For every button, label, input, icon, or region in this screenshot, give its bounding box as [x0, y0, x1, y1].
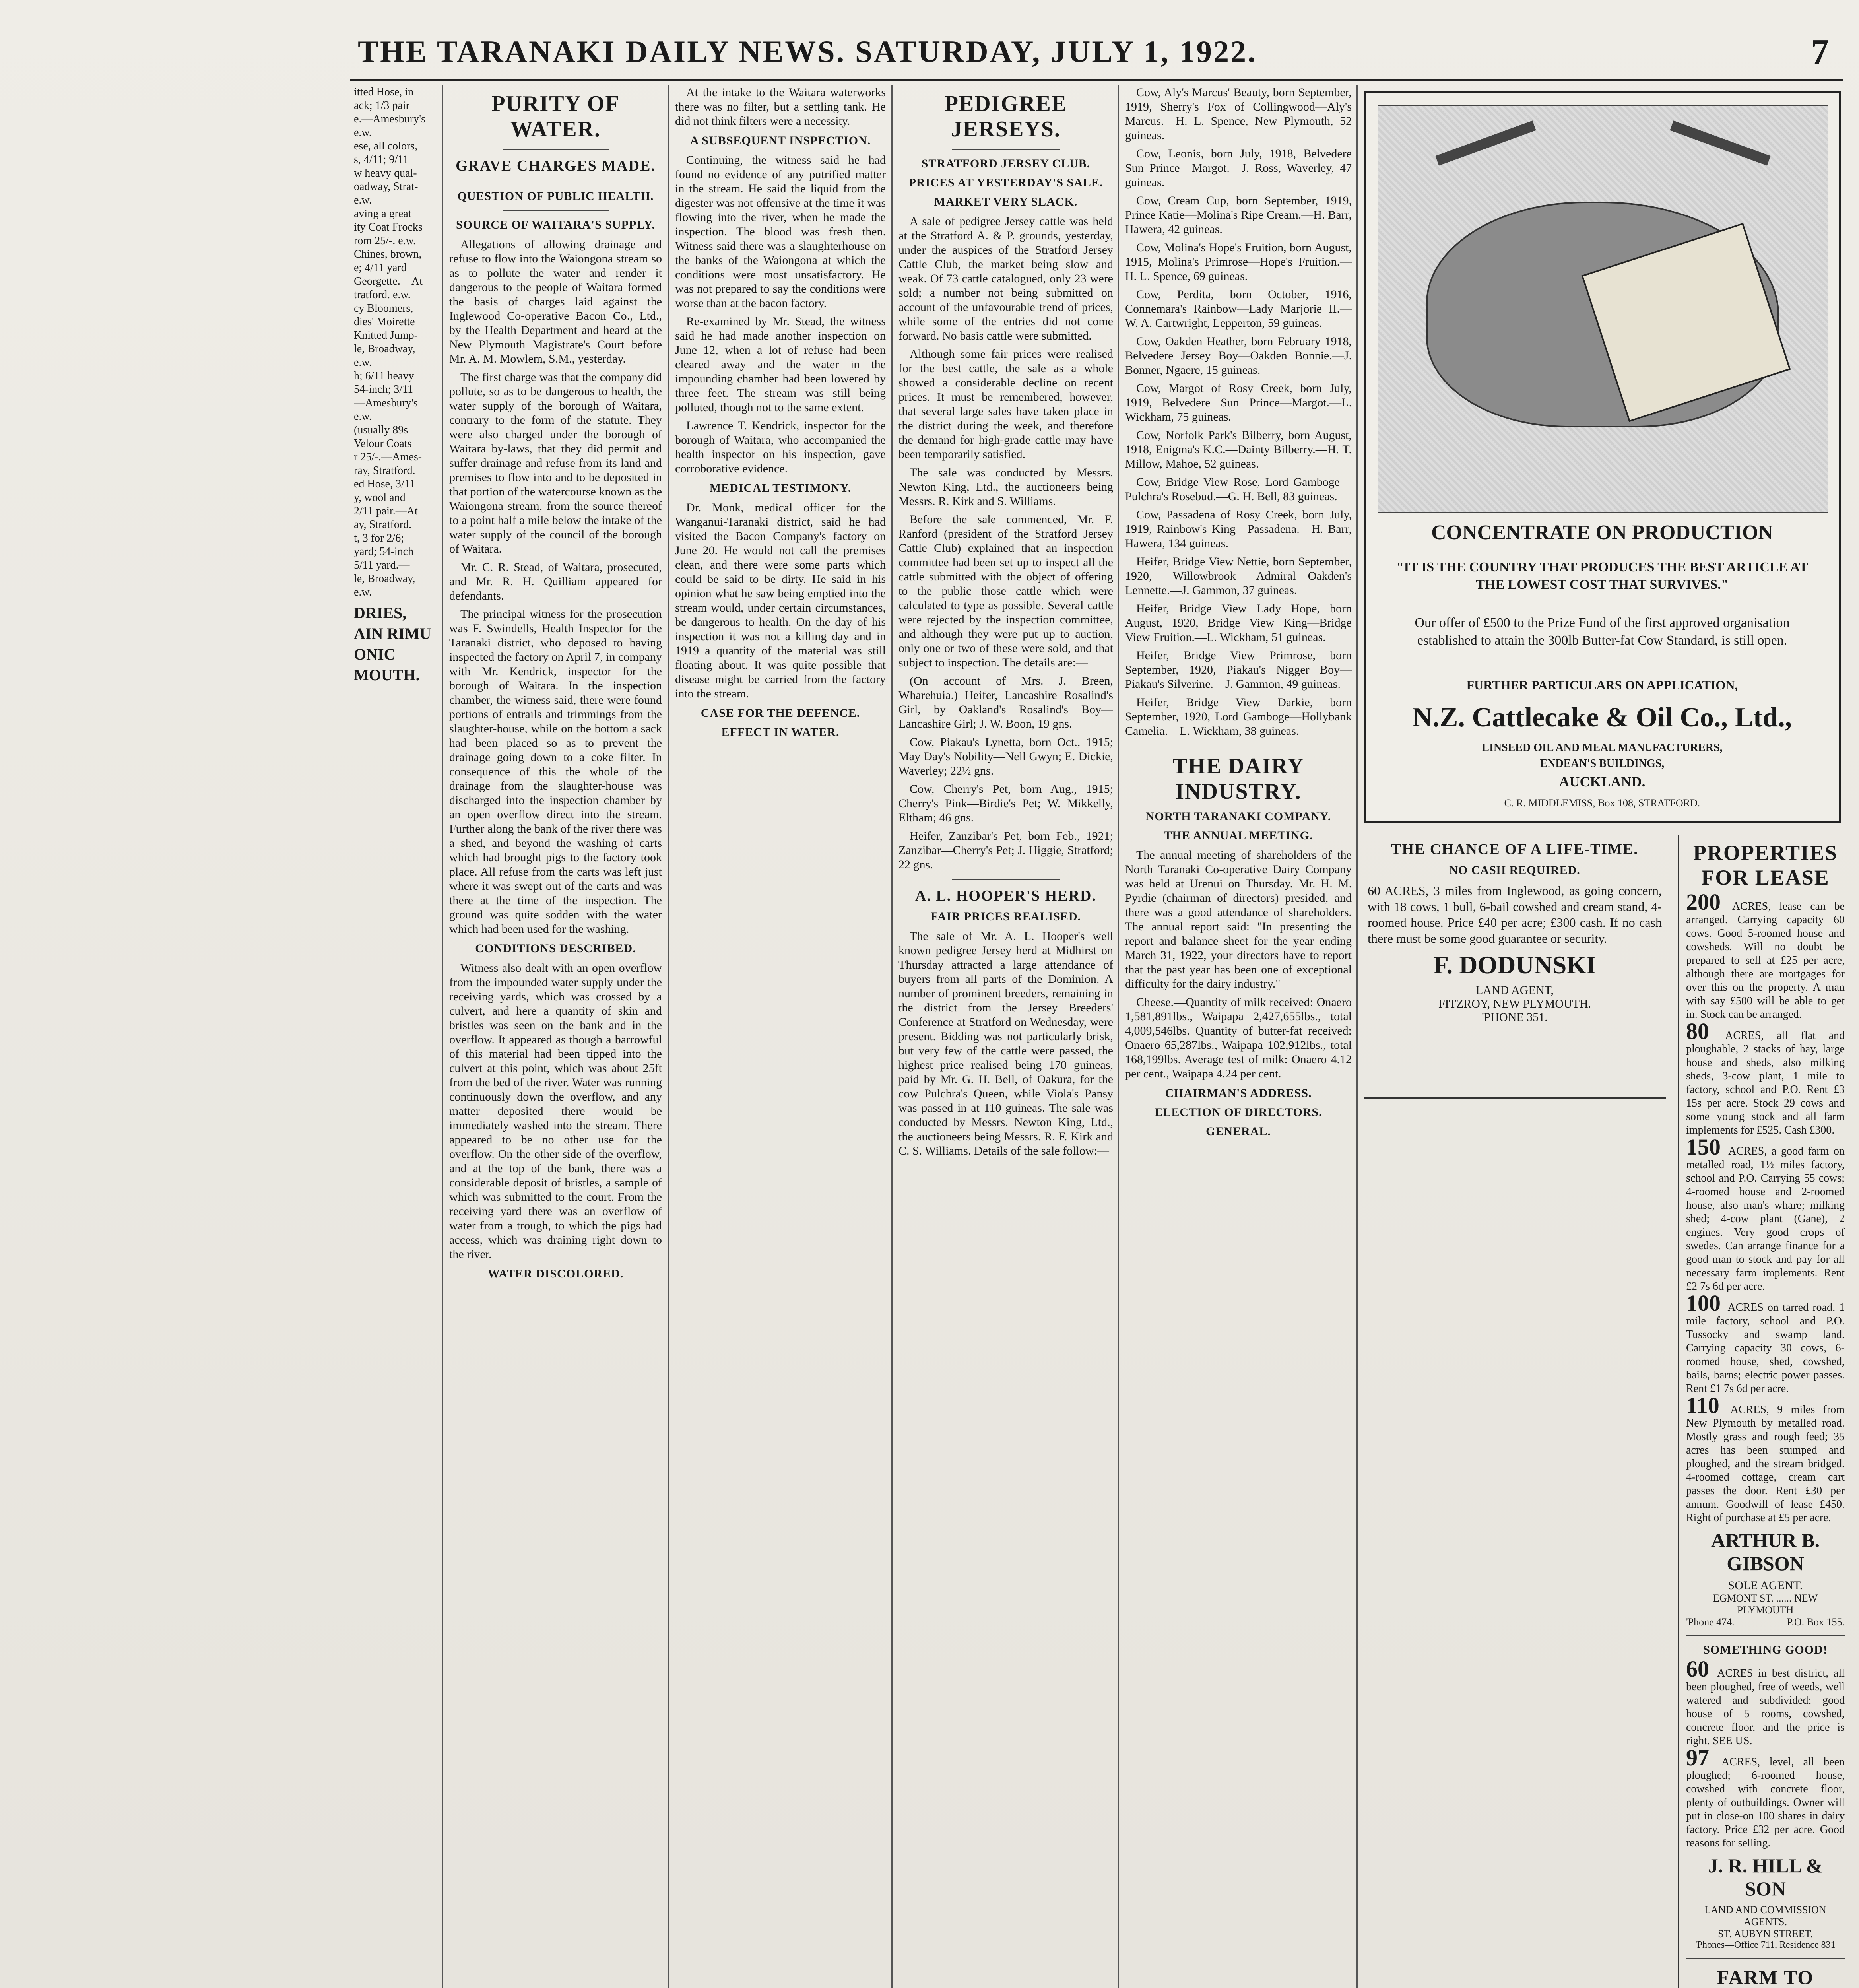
fragment-line: y, wool and [354, 491, 406, 504]
article-paragraph: Heifer, Bridge View Primrose, born September, 1920, Piakau's Nigger Boy—Piakau's Silverine.—J. Gammon, 49 guineas. [1125, 649, 1352, 691]
cow-illustration [1378, 105, 1828, 513]
advert-quote: "IT IS THE COUNTRY THAT PRODUCES THE BEST ARTICLE AT THE LOWEST COST THAT SURVIVES." [1396, 560, 1808, 592]
acre-number: 150 [1686, 1134, 1729, 1160]
column-inspection [675, 85, 886, 1988]
article-subhead: CONDITIONS DESCRIBED. [475, 942, 636, 955]
article-paragraph: Heifer, Bridge View Nettie, born September, 1920, Willowbrook Admiral—Oakden's Lennette.—J. Gammon, 37 guineas. [1125, 555, 1352, 597]
acre-number: 100 [1686, 1290, 1728, 1316]
article-subhead: GENERAL. [1206, 1125, 1271, 1138]
fragment-line: 5/11 yard.— [354, 559, 410, 571]
property-text: ACRES, lease can be arranged. Carrying capacity 60 cows. Good 5-roomed house and cowsheds. Will no doubt be prepared to sell at £25 per acre, although there are mortgages for over this on the property. A man with say £500 will be able to get in. Stock can be arranged. [1686, 900, 1845, 1021]
property-item [1686, 1745, 1845, 1850]
advert-desc: LINSEED OIL AND MEAL MANUFACTURERS, [1482, 742, 1723, 754]
advert-agent-desc: LAND AND COMMISSION AGENTS. [1704, 1904, 1826, 1928]
fragment-line: 2/11 pair.—At [354, 505, 418, 517]
article-paragraph: Dr. Monk, medical officer for the Wanganui-Taranaki district, said he had visited the Bacon Company's factory on June 20. He would not call the premises clean, and there were some parts which could be said to be dirty. He said in his opinion what he saw being emptied into the stream would, under certain circumstances, be dangerous to health. On the day of his inspection it was not a killing day and in 1919 a quantity of the material was still floating about. It was quite possible that disease might be carried from the factory into the stream. [675, 501, 886, 700]
separator [503, 210, 609, 211]
acre-number: 200 [1686, 889, 1732, 915]
article-subhead: MARKET VERY SLACK. [934, 195, 1078, 208]
property-text: ACRES on tarred road, 1 mile factory, school and P.O. Tussocky and swamp land. Carrying capacity 30 cows, 6-roomed house, shed, cowshed, bails, barns; electric power passes. Rent £1 7s 6d per acre. [1686, 1301, 1845, 1395]
article-paragraph: The principal witness for the prosecution was F. Swindells, Health Inspector for the Taranaki district, who deposed to having inspected the factory on April 7, in company with Mr. Kendrick, inspector for the borough of Waitara. In the inspection chamber, the witness said, there were found portions of entrails and trimmings from the slaughter-house, while on the bottom a sack had been placed so as to prevent the drainage going down to a coke filter. In consequence of this the whole of the drainage from the slaughter-house was discharged into the inspection chamber by an open overflow direct into the stream. Further along the bank of the river there was a shed, and beyond the washing of carts which had brought pigs to the factory took place. All refuse from the carts was left just where it was swept out of the carts and was there at the time of the inspection. The ground was quite sodden with the water which had been used for the washing. [449, 608, 662, 936]
fragment-line: 54-inch; 3/11 [354, 383, 413, 396]
article-paragraph: Continuing, the witness said he had found no evidence of any putrified matter in the stream. He said the liquid from the digester was not offensive at the time it was flowing into the river, when he made the inspection. The blood was fresh then. Witness said there was a slaughterhouse on the banks of the Waiongona at which the conditions were most unsatisfactory. He was not prepared to say the conditions were worse than at the bacon factory. [675, 153, 886, 310]
article-paragraph: Cow, Cream Cup, born September, 1919, Prince Katie—Molina's Ripe Cream.—H. Barr, Hawera, 42 guineas. [1125, 194, 1352, 236]
article-paragraph: A sale of pedigree Jersey cattle was held at the Stratford A. & P. grounds, yesterday, under the auspices of the Stratford Jersey Cattle Club, the market being slow and weak. Of 73 cattle catalogued, only 23 were sold; a number not being submitted on account of the unfavourable trend of prices, while some of the entries did not come forward. No basis cattle were submitted. [898, 215, 1113, 342]
article-paragraph: Cow, Norfolk Park's Bilberry, born August, 1918, Enigma's K.C.—Dainty Bilberry.—H. T. Millow, Mahoe, 52 guineas. [1125, 429, 1352, 470]
advert-cattlecake [1364, 91, 1841, 823]
property-item [1686, 1392, 1845, 1525]
fragment-mouth: MOUTH. [354, 666, 420, 684]
separator [503, 149, 609, 150]
article-paragraph: Cow, Bridge View Rose, Lord Gamboge—Pulchra's Rosebud.—G. H. Bell, 83 guineas. [1125, 476, 1352, 503]
article-paragraph: The annual meeting of shareholders of the North Taranaki Co-operative Dairy Company was held at Urenui on Thursday. Mr. H. M. Pyrdie (chairman of directors) presided, and there was a good attendance of shareholders. The annual report said: "In presenting the report and balance sheet for the year ending March 31, 1922, your directors have to report that the past year has been one of exceptional difficulty for the dairy industry." [1125, 848, 1352, 990]
acre-number: 97 [1686, 1745, 1721, 1771]
acre-number: 110 [1686, 1392, 1731, 1418]
fragment-line: Velour Coats [354, 437, 412, 450]
fragment-line: itted Hose, in [354, 86, 414, 98]
article-subhead: MEDICAL TESTIMONY. [709, 481, 852, 495]
fragment-line: ese, all colors, [354, 140, 418, 152]
article-paragraph: The first charge was that the company did pollute, so as to be dangerous to health, the water supply of the borough of Waitara, contrary to the form of the statute. They were also charged under the borough of Waitara by-laws, that they did permit and suffer drainage and refuse from its land and premises to flow into and to be deposited in that portion of the watercourse known as the Waiongona stream, from the source thereof to a point half a mile below the intake of the water supply of the council of the borough of Waitara. [449, 371, 662, 555]
advert-agent: J. R. HILL & SON [1708, 1854, 1823, 1900]
article-subhead: NORTH TARANAKI COMPANY. [1145, 810, 1331, 823]
property-text: ACRES, level, all been ploughed; 6-roomed house, cowshed with concrete floor, plenty of outbuildings. Owner will put in close-on 100 shares in dairy factory. Price £32 per acre. Good reasons for selling. [1686, 1756, 1845, 1849]
article-paragraph: Before the sale commenced, Mr. F. Ranford (president of the Stratford Jersey Cattle Club) explained that an inspection committee had been set up to inspect all the cattle submitted with the object of offering to the public those cattle which were calculated to type as possible. Several cattle were rejected by the inspection committee, and although they were put up to auction, only one or two of these were sold, and that subject to inspection. The details are:— [898, 513, 1113, 669]
article-paragraph: (On account of Mrs. J. Breen, Wharehuia.) Heifer, Lancashire Rosalind's Girl, by Oakland's Rosalind's Boy—Lancashire Girl; J. W. Boon, 19 gns. [898, 674, 1113, 730]
advert-agent-desc: SOLE AGENT. [1728, 1579, 1803, 1592]
advert-box: P.O. Box 155. [1787, 1616, 1845, 1628]
separator [1686, 1635, 1845, 1636]
article-paragraph: The sale of Mr. A. L. Hooper's well known pedigree Jersey herd at Midhirst on Thursday attracted a large attendance of buyers from all parts of the Dominion. A number of prominent breeders, remaining in the district from the Jersey Breeders' Conference at Stratford on Wednesday, were present. Bidding was not particularly brisk, but very few of the cattle were passed, the highest price realised being 170 guineas, paid by Mr. G. H. Bell, of Oakura, for the cow Pulchra's Queen, while Viola's Pansy was passed in at 110 guineas. The sale was conducted by Messrs. Newton King, Ltd., the auctioneers being Messrs. R. F. Kirk and C. S. Williams. Details of the sale follow:— [898, 930, 1113, 1157]
acre-number: 60 [1686, 1656, 1717, 1682]
masthead-rule [350, 79, 1843, 81]
article-paragraph: Cow, Perdita, born October, 1916, Connemara's Rainbow—Lady Marjorie II.—W. A. Cartwright, Lepperton, 59 guineas. [1125, 288, 1352, 330]
advert-company: N.Z. Cattlecake & Oil Co., Ltd., [1412, 702, 1792, 733]
advert-headline: FARM TO [1717, 1966, 1814, 1988]
advert-headline: THE CHANCE OF A LIFE-TIME. [1391, 841, 1638, 858]
advert-agent: ARTHUR B. GIBSON [1711, 1529, 1820, 1574]
property-text: ACRES, 9 miles from New Plymouth by metalled road. Mostly grass and rough feed; 35 acres has been stumped and ploughed, and the stream bridged. 4-roomed cottage, cream cart passes the door. Rent £30 per annum. Goodwill of lease £450. Right of purchase at £5 per acre. [1686, 1404, 1845, 1524]
article-paragraph: Witness also dealt with an open overflow from the impounded water supply under the receiving yards, which was crossed by a culvert, and here a quantity of skin and bristles was seen on the bank and in the overflow. It appeared as though a barrowful of this material had been tipped into the culvert at this point, which was about 25ft from the bed of the river. Water was running continuously down the overflow, and any matter deposited there would be immediately washed into the stream. There appeared to be no other use for the overflow. On the other side of the overflow, and at the top of the bank, there was a considerable deposit of bristles, a sample of which was submitted to the court. From the receiving yard there was an overflow of water from a trough, to which the pigs had access, which was draining right down to the river. [449, 961, 662, 1261]
article-paragraph: Heifer, Bridge View Darkie, born September, 1920, Lord Gamboge—Hollybank Camelia.—L. Wickham, 38 guineas. [1125, 696, 1352, 738]
fragment-line: Chines, brown, [354, 248, 422, 260]
fragment-line: Georgette.—At [354, 275, 423, 287]
property-item [1686, 889, 1845, 1021]
fragment-line: e.w. [354, 410, 372, 423]
article-subhead: STRATFORD JERSEY CLUB. [921, 157, 1091, 170]
masthead [358, 24, 1829, 80]
property-item [1686, 1290, 1845, 1396]
fragment-line: e.—Amesbury's [354, 113, 426, 125]
fragment-line: dies' Moirette [354, 316, 415, 328]
article-paragraph: Cow, Leonis, born July, 1918, Belvedere Sun Prince—Margot.—J. Ross, Waverley, 47 guineas. [1125, 147, 1352, 189]
article-subhead: THE ANNUAL MEETING. [1164, 829, 1313, 842]
fragment-line: t, 3 for 2/6; [354, 532, 404, 544]
fragment-line: cy Bloomers, [354, 302, 413, 315]
article-paragraph: Cow, Margot of Rosy Creek, born July, 1919, Belvedere Sun Prince—Margot.—L. Wickham, 75 guineas. [1125, 382, 1352, 423]
fragment-dries: DRIES, [354, 604, 407, 622]
fragment-line: e.w. [354, 356, 372, 369]
article-paragraph: Mr. C. R. Stead, of Waitara, prosecuted, and Mr. R. H. Quilliam appeared for defendants. [449, 561, 662, 602]
advert-headline: CONCENTRATE ON PRODUCTION [1431, 521, 1773, 544]
article-subhead: CHAIRMAN'S ADDRESS. [1165, 1087, 1312, 1100]
article-subhead: PRICES AT YESTERDAY'S SALE. [908, 176, 1103, 189]
advert-address: EGMONT ST. ...... NEW PLYMOUTH [1713, 1592, 1818, 1616]
article-subhead: CASE FOR THE DEFENCE. [701, 707, 860, 720]
advert-phone: 'Phone 474. [1686, 1616, 1735, 1628]
article-subhead: GRAVE CHARGES MADE. [456, 157, 656, 174]
article-subhead: FAIR PRICES REALISED. [930, 910, 1081, 923]
article-paragraph: Cow, Passadena of Rosy Creek, born July, 1919, Rainbow's King—Passadena.—H. Barr, Hawera, 134 guineas. [1125, 508, 1352, 550]
article-paragraph: Cow, Molina's Hope's Fruition, born August, 1915, Molina's Primrose—Hope's Fruition.—H. L. Spence, 69 guineas. [1125, 241, 1352, 283]
fragment-line: e.w. [354, 126, 372, 139]
advert-address: ST. AUBYN STREET. [1718, 1928, 1813, 1939]
fragment-line: ed Hose, 3/11 [354, 478, 415, 490]
advert-further: FURTHER PARTICULARS ON APPLICATION, [1466, 678, 1738, 692]
advert-agent-desc: LAND AGENT, [1475, 984, 1554, 997]
column-rule [1118, 85, 1119, 1988]
separator [952, 149, 1060, 150]
article-paragraph: The sale was conducted by Messrs. Newton King, Ltd., the auctioneers being Messrs. R. Kirk and S. Williams. [898, 466, 1113, 508]
fragment-line: ay, Stratford. [354, 518, 412, 531]
column-pedigree-jerseys [898, 85, 1113, 1988]
fragment-line: aving a great [354, 208, 411, 220]
article-paragraph: Cheese.—Quantity of milk received: Onaero 1,581,891lbs., Waipapa 2,427,655lbs., total 4,009,546lbs. Quantity of butter-fat received: Onaero 65,287lbs., Waipapa 102,912lbs., total 168,199lbs. Average test of milk: Onaero 4.12 per cent., Waipapa 4.24 per cent. [1125, 996, 1352, 1080]
fragment-line: w heavy qual- [354, 167, 417, 179]
property-text: ACRES, a good farm on metalled road, 1½ miles factory, school and P.O. Carrying 55 cows; 4-roomed house and 2-roomed house, also man's whare; milking shed; 4-cow plant (Gane), 2 engines. Very good crops of swedes. Can arrange finance for a good man to stock and pay for all necessary farm implements. Rent £2 7s 6d per acre. [1686, 1145, 1845, 1293]
advert-agent: F. DODUNSKI [1433, 951, 1597, 979]
advert-contacts [1686, 1616, 1845, 1628]
separator [1686, 1958, 1845, 1959]
article-paragraph: Heifer, Zanzibar's Pet, born Feb., 1921; Zanzibar—Cherry's Pet; J. Higgie, Stratford; 22 gns. [898, 829, 1113, 871]
fragment-line: le, Broadway, [354, 573, 415, 585]
article-paragraph: Cow, Oakden Heather, born February 1918, Belvedere Jersey Boy—Oakden Bonnie.—J. Bonner, Ngaere, 15 guineas. [1125, 335, 1352, 377]
horn-shape [1435, 120, 1536, 165]
advert-lifetime [1364, 835, 1666, 1099]
fragment-line: oadway, Strat- [354, 181, 418, 193]
article-paragraph: Cow, Cherry's Pet, born Aug., 1915; Cherry's Pink—Birdie's Pet; W. Mikkelly, Eltham; 46 gns. [898, 782, 1113, 824]
fragment-line: s, 4/11; 9/11 [354, 153, 409, 166]
column-purity-of-water [449, 85, 662, 1988]
article-paragraph: Heifer, Bridge View Lady Hope, born August, 1920, Bridge View King—Bridge View Fruition.—L. Wickham, 51 guineas. [1125, 602, 1352, 644]
fragment-line: e; 4/11 yard [354, 262, 407, 274]
fragment-line: le, Broadway, [354, 343, 415, 355]
article-subhead: A SUBSEQUENT INSPECTION. [690, 134, 871, 147]
masthead-title: THE TARANAKI DAILY NEWS. SATURDAY, JULY 1, 1922. [358, 34, 1257, 69]
fragment-line: e.w. [354, 194, 372, 206]
fragment-column [354, 85, 437, 1988]
fragment-line: ray, Stratford. [354, 464, 415, 477]
article-subhead: EFFECT IN WATER. [721, 726, 840, 739]
article-paragraph: Allegations of allowing drainage and refuse to flow into the Waiongona stream so as to pollute the water and render it dangerous to the people of Waitara formed the basis of charges laid against the Inglewood Co-operative Bacon Co., Ltd., by the Health Department and heard at the New Plymouth Magistrate's Court before Mr. A. M. Mowlem, S.M., yesterday. [449, 238, 662, 365]
fragment-line: ack; 1/3 pair [354, 99, 409, 112]
property-item [1686, 1134, 1845, 1293]
article-subhead: WATER DISCOLORED. [487, 1267, 624, 1280]
fragment-line: h; 6/11 heavy [354, 370, 414, 382]
property-text: ACRES in best district, all been ploughed, free of weeds, well watered and subdivided; good house of 5 rooms, cowshed, concrete floor, and the price is right. SEE US. [1686, 1667, 1845, 1747]
article-subhead: ELECTION OF DIRECTORS. [1155, 1106, 1322, 1119]
advert-agent-desc: FITZROY, NEW PLYMOUTH. [1438, 997, 1591, 1010]
fragment-line: rom 25/-. e.w. [354, 235, 416, 247]
advert-phone: 'Phones—Office 711, Residence 831 [1695, 1940, 1836, 1950]
advert-phone: 'PHONE 351. [1482, 1011, 1548, 1024]
fragment-line: (usually 89s [354, 424, 408, 436]
fragment-tonic: ONIC [354, 645, 396, 663]
article-paragraph: Cow, Piakau's Lynetta, born Oct., 1915; May Day's Nobility—Nell Gwyn; E. Dickie, Waverley; 22½ gns. [898, 736, 1113, 777]
column-rule [891, 85, 893, 1988]
article-paragraph: Cow, Aly's Marcus' Beauty, born September, 1919, Sherry's Fox of Collingwood—Aly's Marcus.—H. L. Spence, New Plymouth, 52 guineas. [1125, 86, 1352, 142]
article-paragraph: At the intake to the Waitara waterworks there was no filter, but a settling tank. He did not think filters were a necessity. [675, 86, 886, 128]
fragment-line: r 25/-.—Ames- [354, 451, 422, 463]
column-sale-details [1125, 85, 1352, 1988]
fragment-line: yard; 54-inch [354, 546, 414, 558]
column-rule [668, 85, 669, 1988]
property-item [1686, 1656, 1845, 1748]
advert-agent: C. R. MIDDLEMISS, Box 108, STRATFORD. [1504, 797, 1700, 809]
advert-body: 60 ACRES, 3 miles from Inglewood, as going concern, with 18 cows, 1 bull, 6-bail cowshed and cream stand, 4-roomed house. Price £40 per acre; £300 cash. If no cash there must be some good guarantee or security. [1368, 883, 1662, 945]
good-list [1686, 1656, 1845, 1850]
property-item [1686, 1018, 1845, 1137]
horn-shape [1670, 120, 1770, 165]
article-paragraph: Lawrence T. Kendrick, inspector for the borough of Waitara, who accompanied the health inspector on his inspection, gave corroborative evidence. [675, 419, 886, 475]
fragment-line: —Amesbury's [354, 397, 418, 409]
article-headline: PEDIGREE JERSEYS. [944, 91, 1067, 142]
column-rule [442, 85, 443, 1988]
page-number: 7 [1811, 32, 1829, 72]
advert-headline: PROPERTIES FOR LEASE [1693, 841, 1838, 889]
advert-desc: ENDEAN'S BUILDINGS, [1540, 757, 1665, 770]
fragment-line: tratford. e.w. [354, 289, 411, 301]
property-list [1686, 889, 1845, 1525]
article-subhead: A. L. HOOPER'S HERD. [915, 887, 1096, 904]
article-paragraph: Re-examined by Mr. Stead, the witness said he had made another inspection on June 12, when a lot of refuse had been cleared away and the water in the impounding chamber had been lowered by three feet. The stream was still being polluted, though not to the same extent. [675, 315, 886, 414]
fragment-line: ity Coat Frocks [354, 221, 423, 233]
separator [952, 879, 1060, 880]
advert-headline: SOMETHING GOOD! [1703, 1643, 1828, 1656]
article-headline: THE DAIRY INDUSTRY. [1172, 754, 1304, 804]
advert-desc: AUCKLAND. [1559, 774, 1646, 790]
advert-column-right [1678, 835, 1845, 1988]
acre-number: 80 [1686, 1018, 1725, 1044]
column-rule [1356, 85, 1358, 1988]
fragment-line: Knitted Jump- [354, 329, 418, 342]
article-subhead: QUESTION OF PUBLIC HEALTH. [457, 190, 654, 203]
advert-offer: Our offer of £500 to the Prize Fund of the first approved organisation established to attain the 300lb Butter-fat Cow Standard, is still open. [1415, 615, 1790, 648]
fragment-lines [354, 85, 437, 599]
article-subhead: SOURCE OF WAITARA'S SUPPLY. [456, 218, 655, 231]
article-headline: PURITY OF WATER. [491, 91, 620, 142]
fragment-line: e.w. [354, 586, 372, 598]
fragment-rimu: AIN RIMU [354, 625, 431, 643]
property-text: ACRES, all flat and ploughable, 2 stacks of hay, large house and sheds, also milking sheds, 3-cow plant, 1 mile to factory, school and P.O. Rent £3 15s per acre. Stock 29 cows and some young stock and all farm implements for £525. Cash £300. [1686, 1029, 1845, 1136]
advert-sub: NO CASH REQUIRED. [1449, 864, 1580, 877]
article-paragraph: Although some fair prices were realised for the best cattle, the sale as a whole showed a considerable decline on recent prices. It must be remembered, however, that several large sales have taken place in the district during the week, and therefore the demand for high-grade cattle may have been temporarily satisfied. [898, 348, 1113, 461]
